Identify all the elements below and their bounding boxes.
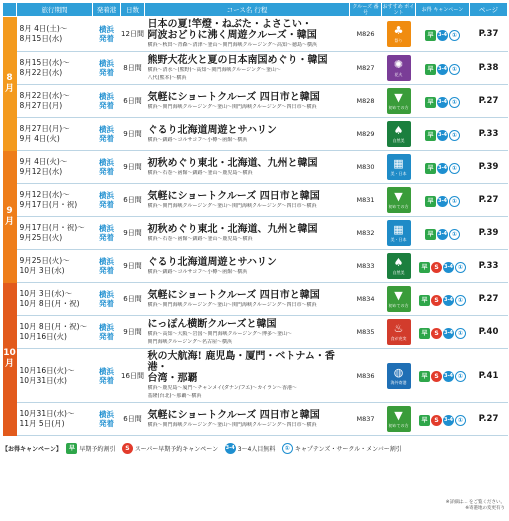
recommend-glyph-icon: ◍ [393, 365, 404, 379]
recommend-point [382, 217, 416, 250]
recommend-icon [387, 220, 411, 246]
port-line: 発着 [99, 266, 114, 275]
legend-text: 3～4人目無料 [237, 445, 276, 453]
period-line: 10月 8日(月・祝) [19, 299, 80, 308]
header-camp: お得 キャンペーン [416, 3, 470, 17]
campaign-circ-icon: ① [449, 163, 460, 174]
campaign-34-icon: 3-4 [443, 295, 454, 306]
table-header [3, 3, 508, 17]
port-line: 発着 [99, 101, 114, 110]
period-line: 9月25日(火) [19, 233, 63, 242]
period-line: 8月27日(月) [19, 101, 63, 110]
trip-days: 6日間 [121, 403, 145, 436]
period-line: 9月12日(水)～ [19, 190, 70, 199]
trip-days: 16日間 [121, 349, 145, 403]
departure-port [93, 17, 121, 52]
campaign-badges [416, 250, 470, 283]
recommend-label: 初めての方 [388, 204, 409, 209]
campaign-circ-icon: ① [449, 97, 460, 108]
table-row[interactable] [3, 283, 508, 316]
cruise-code: M837 [350, 403, 382, 436]
port-line: 横浜 [99, 366, 114, 376]
campaign-early-icon: 早 [419, 295, 430, 306]
trip-days: 9日間 [121, 250, 145, 283]
page-ref[interactable]: P.38 [470, 52, 508, 85]
legend-text: キャプテンズ・サークル・メンバー割引 [294, 445, 402, 453]
course-cell[interactable] [145, 17, 350, 52]
month-label: 10月 [3, 283, 17, 436]
cruise-code: M833 [350, 250, 382, 283]
port-line: 横浜 [99, 323, 114, 332]
recommend-glyph-icon: ✺ [393, 58, 404, 71]
recommend-point [382, 349, 416, 403]
header-port: 発着港 [93, 3, 121, 17]
travel-period [17, 403, 93, 436]
legend-text: スーパー早期予約キャンペーン [134, 445, 219, 453]
course-title[interactable]: ぐるり北海道周遊とサハリン [147, 256, 277, 268]
port-line: 横浜 [99, 257, 114, 266]
course-route: 基隆(台北)～那覇～横浜 [147, 393, 202, 399]
departure-port [93, 184, 121, 217]
page-ref[interactable]: P.33 [470, 250, 508, 283]
course-title[interactable]: 初秋めぐり東北・北海道、九州と韓国 [147, 157, 318, 169]
cruise-code: M827 [350, 52, 382, 85]
port-line: 横浜 [99, 290, 114, 299]
course-title[interactable]: 阿波おどりに沸く周遊クルーズ・韓国 [147, 30, 317, 41]
page-ref[interactable]: P.27 [470, 184, 508, 217]
course-title[interactable]: にっぽん横断クルーズと韓国 [147, 318, 277, 330]
table-row[interactable] [3, 250, 508, 283]
period-line: 8月 4日(土)～ [19, 24, 68, 33]
recommend-label: 初めての方 [388, 303, 409, 308]
campaign-badges [416, 151, 470, 184]
departure-port [93, 151, 121, 184]
period-line: 8月22日(水)～ [19, 91, 70, 100]
table-row[interactable] [3, 118, 508, 151]
port-line: 発着 [99, 375, 114, 385]
period-line: 9月 4日(火)～ [19, 157, 68, 166]
course-title[interactable]: ぐるり北海道周遊とサハリン [147, 124, 277, 136]
page-ref[interactable]: P.37 [470, 17, 508, 52]
campaign-circ-icon: ① [455, 371, 466, 382]
period-line: 10月31日(水)～ [19, 409, 75, 418]
campaign-super-icon: S [431, 295, 442, 306]
campaign-badges [416, 403, 470, 436]
recommend-label: 自然美 [392, 270, 405, 275]
course-title[interactable]: 台湾・那覇 [147, 373, 198, 384]
cruise-table [2, 2, 508, 436]
table-row[interactable] [3, 17, 508, 52]
footnote: ※寄港地の変更有り [465, 506, 505, 511]
departure-port [93, 52, 121, 85]
cruise-schedule [2, 2, 507, 456]
course-route: 横浜～釧路～コルサコフ～小樽～函館～横浜 [147, 136, 248, 143]
period-line: 10月16日(火)～ [19, 365, 75, 375]
campaign-early-icon: 早 [425, 64, 436, 75]
period-line: 8月27日(月)～ [19, 124, 70, 133]
legend-circ-icon: ① [282, 443, 293, 454]
campaign-34-icon: 3-4 [437, 130, 448, 141]
campaign-super-icon: S [431, 415, 442, 426]
recommend-icon [387, 286, 411, 312]
port-line: 横浜 [99, 224, 114, 233]
campaign-circ-icon: ① [449, 196, 460, 207]
departure-port [93, 283, 121, 316]
campaign-early-icon: 早 [419, 415, 430, 426]
campaign-early-icon: 早 [419, 371, 430, 382]
course-cell[interactable] [145, 52, 350, 85]
campaign-34-icon: 3-4 [443, 328, 454, 339]
recommend-label: 食が充実 [390, 336, 407, 341]
campaign-early-icon: 早 [425, 130, 436, 141]
legend-text: 早期予約割引 [79, 445, 116, 453]
departure-port [93, 403, 121, 436]
table-row[interactable] [3, 151, 508, 184]
trip-days: 8日間 [121, 52, 145, 85]
campaign-badges [416, 283, 470, 316]
port-line: 発着 [99, 419, 114, 428]
cruise-code: M831 [350, 184, 382, 217]
period-line: 9月12日(水) [19, 167, 63, 176]
legend-title: 【お得キャンペーン】 [2, 445, 62, 453]
campaign-34-icon: 3-4 [443, 415, 454, 426]
recommend-point [382, 184, 416, 217]
legend-super-icon: S [122, 443, 133, 454]
campaign-circ-icon: ① [455, 295, 466, 306]
header-page: ページ [470, 3, 508, 17]
travel-period [17, 250, 93, 283]
recommend-glyph-icon: ♠ [393, 256, 404, 269]
trip-days: 6日間 [121, 184, 145, 217]
departure-port [93, 250, 121, 283]
period-line: 10月 3日(水) [19, 266, 65, 275]
campaign-34-icon: 3-4 [437, 196, 448, 207]
port-line: 横浜 [99, 158, 114, 167]
recommend-icon [387, 187, 411, 213]
course-cell[interactable] [145, 250, 350, 283]
trip-days: 9日間 [121, 217, 145, 250]
departure-port [93, 85, 121, 118]
course-route: 関門海峡クルージング～名古屋～横浜 [147, 338, 233, 345]
port-line: 発着 [99, 68, 114, 77]
month-label: 8月 [3, 17, 17, 151]
recommend-glyph-icon: ▼ [394, 289, 403, 302]
port-line: 発着 [99, 134, 114, 143]
recommend-point [382, 52, 416, 85]
port-line: 発着 [99, 34, 114, 43]
recommend-label: 海外寄港 [390, 379, 407, 385]
cruise-code: M836 [350, 349, 382, 403]
recommend-point [382, 118, 416, 151]
port-line: 発着 [99, 167, 114, 176]
table-row[interactable] [3, 349, 508, 403]
course-route: 横浜～石巻～函館～釧路～釜山～鹿児島～横浜 [147, 169, 253, 176]
recommend-label: 美・日本 [390, 237, 407, 242]
course-title[interactable]: 気軽にショートクルーズ 四日市と韓国 [147, 190, 320, 202]
port-line: 横浜 [99, 59, 114, 68]
table-body [3, 17, 508, 436]
campaign-super-icon: S [431, 262, 442, 273]
course-cell[interactable] [145, 316, 350, 349]
port-line: 発着 [99, 332, 114, 341]
campaign-super-icon: S [431, 328, 442, 339]
table-row[interactable] [3, 184, 508, 217]
travel-period [17, 316, 93, 349]
course-route: 横浜～高知～大阪～岩国～関門海峡クルージング～博多～釜山～ [147, 330, 293, 337]
cruise-code: M828 [350, 85, 382, 118]
campaign-badges [416, 349, 470, 403]
campaign-34-icon: 3-4 [437, 30, 448, 41]
period-line: 9月17日(月・祝)～ [19, 223, 85, 232]
page-ref[interactable]: P.40 [470, 316, 508, 349]
port-line: 横浜 [99, 125, 114, 134]
recommend-glyph-icon: ♠ [393, 124, 404, 137]
recommend-point [382, 151, 416, 184]
recommend-point [382, 283, 416, 316]
recommend-point [382, 316, 416, 349]
travel-period [17, 349, 93, 403]
campaign-circ-icon: ① [449, 30, 460, 41]
recommend-glyph-icon: ▦ [393, 157, 404, 170]
campaign-early-icon: 早 [425, 97, 436, 108]
course-route: 横浜～石巻～函館～釧路～釜山～鹿児島～横浜 [147, 235, 253, 242]
departure-port [93, 316, 121, 349]
course-title[interactable]: 熊野大花火と夏の日本南国めぐり・韓国 [147, 54, 328, 66]
departure-port [93, 118, 121, 151]
page-ref[interactable]: P.27 [470, 403, 508, 436]
port-line: 発着 [99, 299, 114, 308]
recommend-label: 祭り [394, 38, 403, 43]
course-route: 横浜～関門海峡クルージング～釜山～関門海峡クルージング～四日市～横浜 [147, 421, 317, 428]
travel-period [17, 85, 93, 118]
campaign-early-icon: 早 [425, 30, 436, 41]
course-title[interactable]: 日本の夏!竿燈・ねぶた・よさこい・ [147, 19, 312, 30]
course-route: 横浜～釧路～コルサコフ～小樽～函館～横浜 [147, 268, 248, 275]
campaign-badges [416, 17, 470, 52]
departure-port [93, 217, 121, 250]
recommend-glyph-icon: ▼ [394, 190, 403, 203]
table-row[interactable] [3, 52, 508, 85]
travel-period [17, 17, 93, 52]
campaign-34-icon: 3-4 [443, 262, 454, 273]
legend-item [121, 443, 218, 454]
travel-period [17, 52, 93, 85]
course-cell[interactable] [145, 151, 350, 184]
page-ref[interactable]: P.39 [470, 217, 508, 250]
course-route: 横浜～秋田～青森～清津～釜山～関門海峡クルージング～高知～徳島～横浜 [147, 42, 318, 48]
course-title[interactable]: 初秋めぐり東北・北海道、九州と韓国 [147, 223, 318, 235]
recommend-glyph-icon: ▦ [393, 223, 404, 236]
course-title[interactable]: 秋の大航海! 鹿児島・厦門・ベトナム・香港・ [147, 351, 335, 373]
cruise-code: M830 [350, 151, 382, 184]
departure-port [93, 349, 121, 403]
page-ref[interactable]: P.39 [470, 151, 508, 184]
trip-days: 9日間 [121, 151, 145, 184]
port-line: 横浜 [99, 92, 114, 101]
header-rec: おすすめ ポイント [382, 3, 415, 16]
trip-days: 12日間 [121, 17, 145, 52]
cruise-code: M832 [350, 217, 382, 250]
campaign-super-icon: S [431, 371, 442, 382]
campaign-circ-icon: ① [455, 262, 466, 273]
footnote: ※詳細は… をご覧ください。 [445, 500, 505, 505]
travel-period [17, 151, 93, 184]
cruise-code: M829 [350, 118, 382, 151]
course-route: 横浜～関門海峡クルージング～釜山～関門海峡クルージング～四日市～横浜 [147, 103, 317, 110]
campaign-circ-icon: ① [449, 130, 460, 141]
course-cell[interactable] [145, 349, 350, 403]
page-ref[interactable]: P.27 [470, 85, 508, 118]
course-route: 八代(熊本)～横浜 [147, 74, 187, 81]
campaign-badges [416, 184, 470, 217]
footnotes [446, 500, 505, 512]
recommend-icon [387, 121, 411, 147]
campaign-circ-icon: ① [449, 64, 460, 75]
header-month [3, 3, 17, 17]
course-cell[interactable] [145, 403, 350, 436]
course-route: 横浜～鹿児島～厦門～チャンメイ(ダナン/フエ)～カイラン～香港～ [147, 385, 298, 391]
cruise-code: M834 [350, 283, 382, 316]
legend-34-icon: 3-4 [225, 443, 236, 454]
page-ref[interactable]: P.33 [470, 118, 508, 151]
campaign-34-icon: 3-4 [437, 64, 448, 75]
port-line: 横浜 [99, 25, 114, 34]
course-route: 横浜～清水～(熊野)～高知～関門海峡クルージング～釜山～ [147, 66, 281, 73]
travel-period [17, 283, 93, 316]
campaign-early-icon: 早 [425, 196, 436, 207]
campaign-badges [416, 118, 470, 151]
recommend-icon [387, 21, 411, 47]
course-route: 横浜～関門海峡クルージング～釜山～関門海峡クルージング～四日市～横浜 [147, 301, 317, 308]
page-ref[interactable]: P.41 [470, 349, 508, 403]
recommend-point [382, 403, 416, 436]
campaign-early-icon: 早 [425, 163, 436, 174]
recommend-label: 初めての方 [388, 105, 409, 110]
header-days: 日数 [121, 3, 145, 17]
page-ref[interactable]: P.27 [470, 283, 508, 316]
header-course: コース名 行程 [145, 3, 350, 17]
trip-days: 9日間 [121, 316, 145, 349]
legend-items [66, 443, 408, 454]
trip-days: 6日間 [121, 283, 145, 316]
period-line: 11月 5日(月) [19, 419, 65, 428]
cruise-code: M835 [350, 316, 382, 349]
recommend-label: 美・日本 [390, 171, 407, 176]
recommend-point [382, 250, 416, 283]
header-period: 旅行期間 [17, 3, 93, 17]
table-row[interactable] [3, 403, 508, 436]
course-cell[interactable] [145, 283, 350, 316]
port-line: 発着 [99, 200, 114, 209]
recommend-glyph-icon: ♣ [393, 24, 404, 37]
header-code: クルーズ 番号 [350, 3, 382, 17]
campaign-early-icon: 早 [419, 262, 430, 273]
legend-item [224, 443, 275, 454]
recommend-icon [387, 253, 411, 279]
campaign-legend [2, 440, 507, 456]
period-line: 9月 4日(火) [19, 134, 60, 143]
campaign-circ-icon: ① [455, 328, 466, 339]
campaign-circ-icon: ① [449, 229, 460, 240]
recommend-point [382, 85, 416, 118]
recommend-icon [387, 363, 411, 389]
period-line: 10月 8日(月・祝)～ [19, 322, 88, 331]
recommend-icon [387, 88, 411, 114]
travel-period [17, 118, 93, 151]
period-line: 8月15日(水) [19, 34, 63, 43]
recommend-label: 花火 [394, 72, 403, 77]
course-title[interactable]: 気軽にショートクルーズ 四日市と韓国 [147, 409, 320, 421]
campaign-badges [416, 316, 470, 349]
campaign-early-icon: 早 [425, 229, 436, 240]
recommend-icon [387, 406, 411, 432]
course-title[interactable]: 気軽にショートクルーズ 四日市と韓国 [147, 91, 320, 103]
table-row[interactable] [3, 217, 508, 250]
campaign-badges [416, 217, 470, 250]
trip-days: 6日間 [121, 85, 145, 118]
recommend-glyph-icon: ▼ [394, 409, 403, 422]
recommend-icon [387, 154, 411, 180]
port-line: 発着 [99, 233, 114, 242]
period-line: 10月31日(水) [19, 375, 67, 385]
legend-item [281, 443, 401, 454]
campaign-badges [416, 85, 470, 118]
course-cell[interactable] [145, 118, 350, 151]
recommend-label: 自然美 [392, 138, 405, 143]
period-line: 8月22日(水) [19, 68, 63, 77]
recommend-point [382, 17, 416, 52]
port-line: 横浜 [99, 410, 114, 419]
campaign-early-icon: 早 [419, 328, 430, 339]
period-line: 10月 3日(水)～ [19, 289, 73, 298]
recommend-label: 初めての方 [388, 423, 409, 428]
course-cell[interactable] [145, 184, 350, 217]
recommend-icon [387, 319, 411, 345]
legend-item [66, 443, 116, 454]
campaign-badges [416, 52, 470, 85]
campaign-circ-icon: ① [455, 415, 466, 426]
campaign-34-icon: 3-4 [443, 371, 454, 382]
campaign-34-icon: 3-4 [437, 163, 448, 174]
period-line: 9月17日(月・祝) [19, 200, 78, 209]
legend-early-icon: 早 [66, 443, 77, 454]
period-line: 9月25日(火)～ [19, 256, 70, 265]
recommend-icon [387, 55, 411, 81]
period-line: 10月16日(火) [19, 332, 67, 341]
trip-days: 9日間 [121, 118, 145, 151]
course-title[interactable]: 気軽にショートクルーズ 四日市と韓国 [147, 289, 320, 301]
course-route: 横浜～関門海峡クルージング～釜山～関門海峡クルージング～四日市～横浜 [147, 202, 317, 209]
port-line: 横浜 [99, 191, 114, 200]
campaign-34-icon: 3-4 [437, 97, 448, 108]
table-row[interactable] [3, 316, 508, 349]
travel-period [17, 184, 93, 217]
period-line: 8月15日(水)～ [19, 58, 70, 67]
month-label: 9月 [3, 151, 17, 283]
campaign-34-icon: 3-4 [437, 229, 448, 240]
course-cell[interactable] [145, 85, 350, 118]
travel-period [17, 217, 93, 250]
recommend-glyph-icon: ▼ [394, 91, 403, 104]
course-cell[interactable] [145, 217, 350, 250]
recommend-glyph-icon: ♨ [393, 322, 404, 335]
cruise-code: M826 [350, 17, 382, 52]
table-row[interactable] [3, 85, 508, 118]
